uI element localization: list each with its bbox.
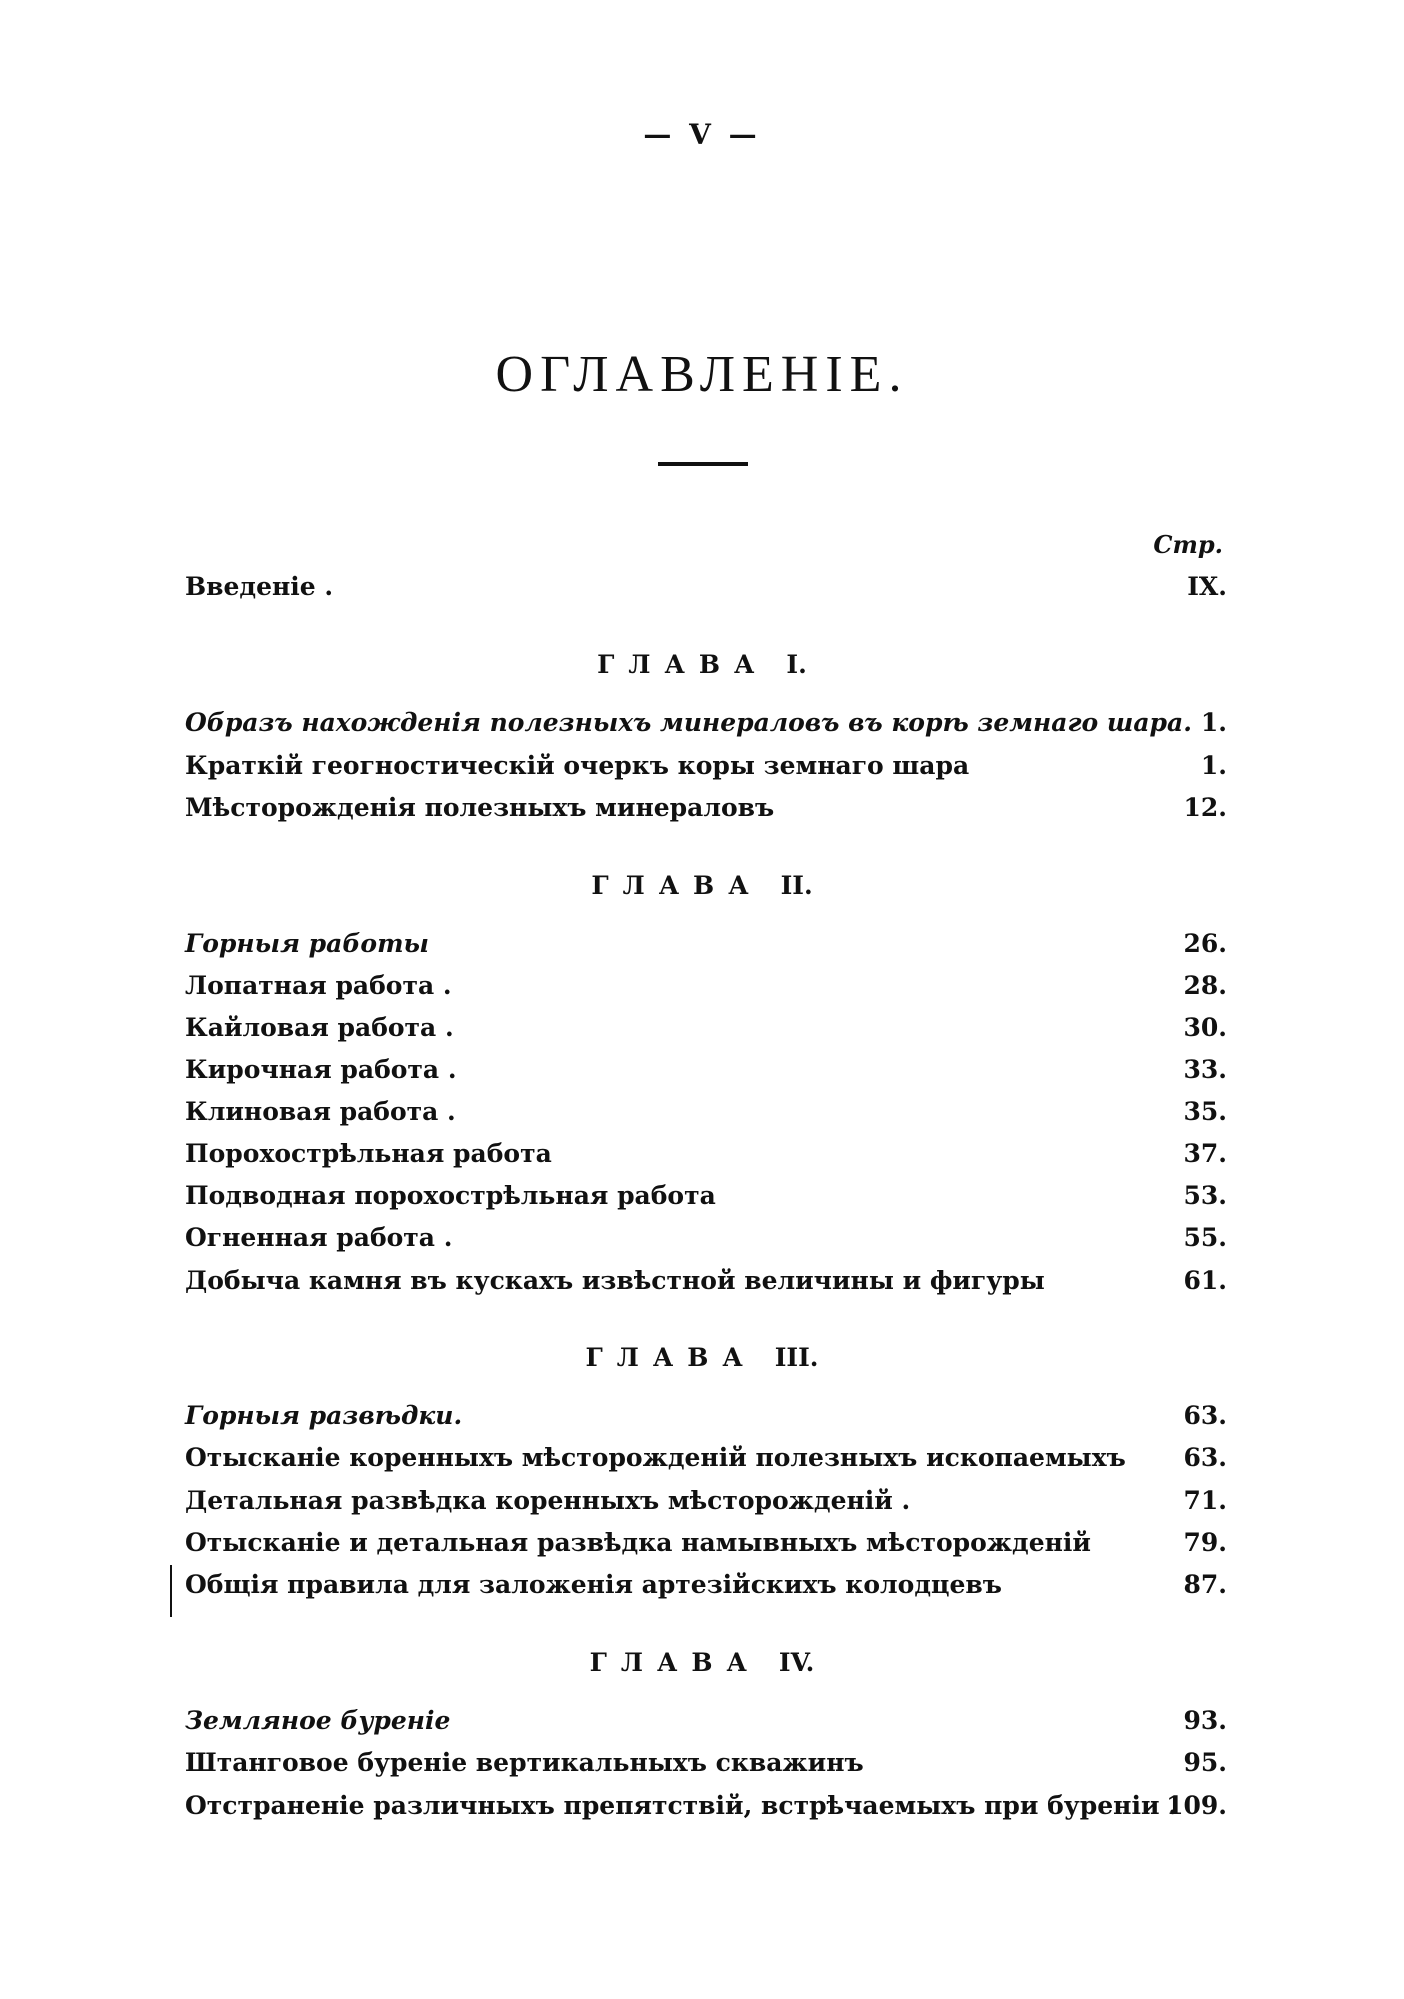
toc-entry: [185, 1786, 1227, 1826]
chapter-word: ГЛАВА: [585, 1343, 757, 1372]
chapter-number: II.: [780, 871, 813, 900]
toc-entry: [185, 1743, 1227, 1783]
chapter-heading-4: [0, 1643, 1404, 1683]
toc-entry: [185, 966, 1227, 1006]
toc-entry: [185, 1134, 1227, 1174]
toc-entry-page: 95.: [1183, 1748, 1227, 1777]
chapter-word: ГЛАВА: [591, 871, 763, 900]
toc-entry-page: 53.: [1183, 1181, 1227, 1210]
chapter-heading-2: [0, 866, 1404, 906]
toc-entry: [185, 1565, 1227, 1605]
toc-entry: [185, 788, 1227, 828]
toc-entry-page: 79.: [1183, 1528, 1227, 1557]
toc-entry: [185, 1008, 1227, 1048]
chapter-heading-3: [0, 1338, 1404, 1378]
toc-entry-page: 33.: [1183, 1055, 1227, 1084]
toc-entry: [185, 1438, 1227, 1478]
toc-entry: [185, 1092, 1227, 1132]
chapter-word: ГЛАВА: [589, 1648, 761, 1677]
page-column-header: Стр.: [1153, 530, 1223, 559]
toc-entry-label: Огненная работа .: [185, 1223, 453, 1252]
toc-entry: [185, 1261, 1227, 1301]
toc-entry-label: Добыча камня въ кускахъ извѣстной величины и фигуры: [185, 1266, 1045, 1295]
toc-entry: [185, 1481, 1227, 1521]
toc-entry-page: 71.: [1183, 1486, 1227, 1515]
toc-entry-label: Общія правила для заложенія артезійскихъ колодцевъ: [185, 1570, 1002, 1599]
toc-entry-label: Клиновая работа .: [185, 1097, 456, 1126]
toc-entry: [185, 1396, 1227, 1436]
toc-entry-label: Подводная порохострѣльная работа: [185, 1181, 716, 1210]
toc-entry-page: 37.: [1183, 1139, 1227, 1168]
toc-entry-label: Лопатная работа .: [185, 971, 452, 1000]
page-title: ОГЛАВЛЕНІЕ.: [495, 346, 909, 403]
toc-entry-label: Отстраненіе различныхъ препятствій, встрѣчаемыхъ при буреніи .: [185, 1791, 1177, 1820]
margin-mark: [170, 1565, 172, 1617]
toc-entry-page: 26.: [1183, 929, 1227, 958]
toc-entry-page: 87.: [1183, 1570, 1227, 1599]
chapter-word: ГЛАВА: [597, 650, 769, 679]
toc-entry-label: Горныя работы: [185, 929, 429, 958]
chapter-number: I.: [786, 650, 807, 679]
toc-entry-page: 63.: [1183, 1401, 1227, 1430]
toc-entry-page: 109.: [1166, 1791, 1227, 1820]
toc-entry-page: 28.: [1183, 971, 1227, 1000]
toc-entry: [185, 1050, 1227, 1090]
toc-entry-label: Кирочная работа .: [185, 1055, 457, 1084]
toc-entry-label: Кайловая работа .: [185, 1013, 454, 1042]
toc-entry-label: Краткій геогностическій очеркъ коры земнаго шара: [185, 751, 970, 780]
toc-entry-label: Штанговое буреніе вертикальныхъ скважинъ: [185, 1748, 864, 1777]
toc-entry-label: Детальная развѣдка коренныхъ мѣсторожденій .: [185, 1486, 911, 1515]
toc-entry-label: Введеніе .: [185, 572, 334, 601]
toc-entry-label: Порохострѣльная работа: [185, 1139, 552, 1168]
toc-entry-page: 61.: [1183, 1266, 1227, 1295]
chapter-number: IV.: [778, 1648, 815, 1677]
toc-entry-page: 55.: [1183, 1223, 1227, 1252]
toc-entry: [185, 703, 1227, 743]
toc-entry-page: 1.: [1200, 751, 1227, 780]
page-number: — V —: [643, 118, 761, 151]
toc-entry-page: 93.: [1183, 1706, 1227, 1735]
title-divider: [658, 462, 748, 466]
toc-entry: [185, 1218, 1227, 1258]
toc-entry-label: Мѣсторожденія полезныхъ минераловъ: [185, 793, 775, 822]
toc-entry-page: 30.: [1183, 1013, 1227, 1042]
toc-entry-label: Отысканіе и детальная развѣдка намывныхъ мѣсторожденій: [185, 1528, 1091, 1557]
chapter-heading-1: [0, 645, 1404, 685]
chapter-number: III.: [774, 1343, 819, 1372]
toc-entry: [185, 746, 1227, 786]
toc-entry: [185, 924, 1227, 964]
toc-entry-page: 63.: [1183, 1443, 1227, 1472]
toc-entry: [185, 1523, 1227, 1563]
toc-entry-label: Земляное буреніе: [185, 1706, 451, 1735]
toc-entry-page: 35.: [1183, 1097, 1227, 1126]
toc-entry-page: 1.: [1200, 708, 1227, 737]
toc-entry: [185, 1176, 1227, 1216]
toc-entry-page: 12.: [1183, 793, 1227, 822]
toc-entry-label: Отысканіе коренныхъ мѣсторожденій полезныхъ ископаемыхъ: [185, 1443, 1126, 1472]
toc-entry-page: IX.: [1187, 572, 1227, 601]
toc-entry-label: Образъ нахожденія полезныхъ минераловъ въ корѣ земнаго шара.: [185, 708, 1192, 737]
toc-entry: [185, 1701, 1227, 1741]
toc-entry-introduction: [185, 567, 1227, 607]
toc-entry-label: Горныя развѣдки.: [185, 1401, 463, 1430]
